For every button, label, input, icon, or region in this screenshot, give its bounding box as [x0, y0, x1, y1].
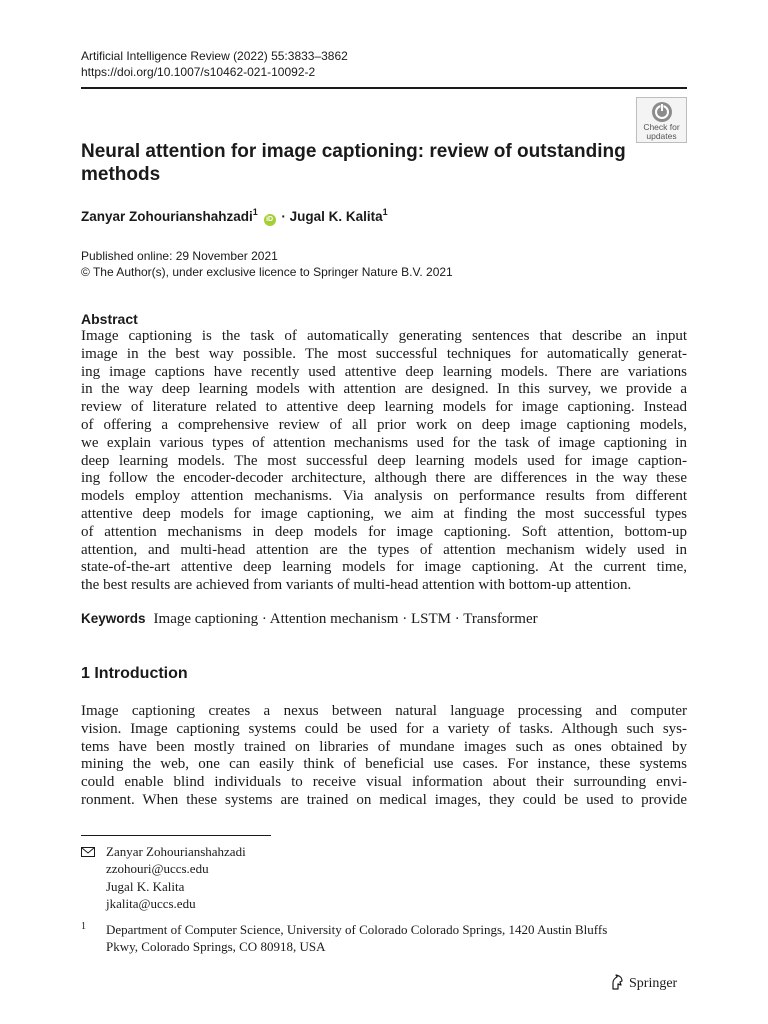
author-list [81, 207, 388, 226]
check-updates-label-2: updates [646, 131, 677, 141]
author-separator: · [281, 209, 286, 224]
contact-email[interactable]: zzohouri@uccs.edu [106, 861, 209, 876]
abstract-line: image in the best way possible. The most successful techniques for automatically generat- [81, 345, 687, 362]
paper-title: Neural attention for image captioning: review of outstanding methods [81, 141, 626, 185]
abstract-line: in the way deep learning models with attention are designed. In this survey, we provide a [81, 381, 687, 398]
contact-name: Zanyar Zohourianshahzadi [106, 844, 246, 859]
abstract-line: of offering a comprehensive review of all prior work on deep image captioning models, [81, 416, 687, 433]
corresponding-author [106, 843, 246, 877]
intro-line: vision. Image captioning systems could be used for a variety of tasks. Although such sys- [81, 720, 687, 737]
abstract-line: attention, and multi-head attention are the types of attention mechanism widely used in [81, 541, 687, 558]
contact-name: Jugal K. Kalita [106, 879, 185, 894]
affiliation-line: Department of Computer Science, University of Colorado Colorado Springs, 1420 Austin Bluffs [106, 922, 608, 937]
publisher-name: Springer [629, 976, 678, 991]
springer-horse-icon [610, 974, 624, 990]
intro-line: mining the web, one can easily think of beneficial use cases. For instance, these systems [81, 756, 687, 773]
keywords-label: Keywords [81, 611, 146, 626]
intro-line: ronment. When these systems are trained on medical images, they could be used to provide [81, 791, 687, 808]
abstract-line: review of literature related to attentive deep learning models for image captioning. Instead [81, 399, 687, 416]
publisher-logo [610, 974, 677, 992]
abstract-line: the best results are achieved from variants of multi-head attention with bottom-up attention. [81, 577, 632, 594]
keywords [81, 611, 538, 628]
contact-email[interactable]: jkalita@uccs.edu [106, 896, 196, 911]
abstract-line: attentive deep models for image captioning, we aim at finding the most successful types [81, 505, 687, 522]
keywords-list: Image captioning · Attention mechanism · LSTM · Transformer [153, 611, 538, 627]
abstract-line: state-of-the-art attentive deep learning models for image captioning. At the current time, [81, 559, 687, 576]
abstract-line: models employ attention mechanisms. Via analysis on performance results from different [81, 488, 687, 505]
abstract-line: we explain various types of attention mechanisms used for the task of image captioning in [81, 434, 687, 451]
affiliation-marker: 1 [382, 207, 388, 217]
abstract-line: of attention mechanisms in deep models for image captioning. Soft attention, bottom-up [81, 523, 687, 540]
abstract-line: Image captioning is the task of automatically generating sentences that describe an input [81, 328, 687, 344]
affiliation-number: 1 [81, 921, 86, 932]
affiliation-marker: 1 [252, 207, 258, 217]
envelope-icon [81, 847, 95, 857]
section-heading: 1 Introduction [81, 665, 188, 682]
abstract-line: deep learning models. The most successful deep learning models used for image caption- [81, 452, 687, 469]
author-name[interactable]: Jugal K. Kalita [289, 209, 383, 224]
intro-line: tems have been mostly trained on libraries of mundane images such as ones obtained by [81, 738, 687, 755]
author-name[interactable]: Zanyar Zohourianshahzadi [81, 209, 253, 224]
intro-line: could enable blind individuals to receive visual information about their surrounding envi- [81, 774, 687, 791]
footnote-rule [81, 835, 271, 836]
doi-link[interactable]: https://doi.org/10.1007/s10462-021-10092-2 [81, 65, 316, 79]
abstract-body [81, 328, 687, 595]
check-for-updates-badge[interactable] [636, 97, 687, 143]
abstract-heading: Abstract [81, 311, 138, 327]
header-rule [81, 87, 687, 89]
journal-info [81, 48, 348, 80]
abstract-line: ing image captions have recently used attentive deep learning models. There are variations [81, 363, 687, 380]
introduction-body [81, 703, 687, 810]
publication-info [81, 248, 453, 280]
published-date: Published online: 29 November 2021 [81, 249, 278, 263]
abstract-line: ing follow the encoder-decoder architecture, although there are differences in the way these [81, 470, 687, 487]
orcid-icon[interactable]: iD [264, 214, 276, 226]
check-updates-label: Check for [643, 122, 680, 132]
intro-line: Image captioning creates a nexus between natural language processing and computer [81, 703, 687, 719]
check-updates-icon [651, 101, 673, 123]
affiliation-line: Pkwy, Colorado Springs, CO 80918, USA [106, 939, 326, 954]
affiliation [106, 921, 666, 955]
coauthor-contact [106, 878, 196, 912]
journal-citation: Artificial Intelligence Review (2022) 55:3833–3862 [81, 49, 348, 63]
copyright-notice: © The Author(s), under exclusive licence to Springer Nature B.V. 2021 [81, 265, 453, 279]
